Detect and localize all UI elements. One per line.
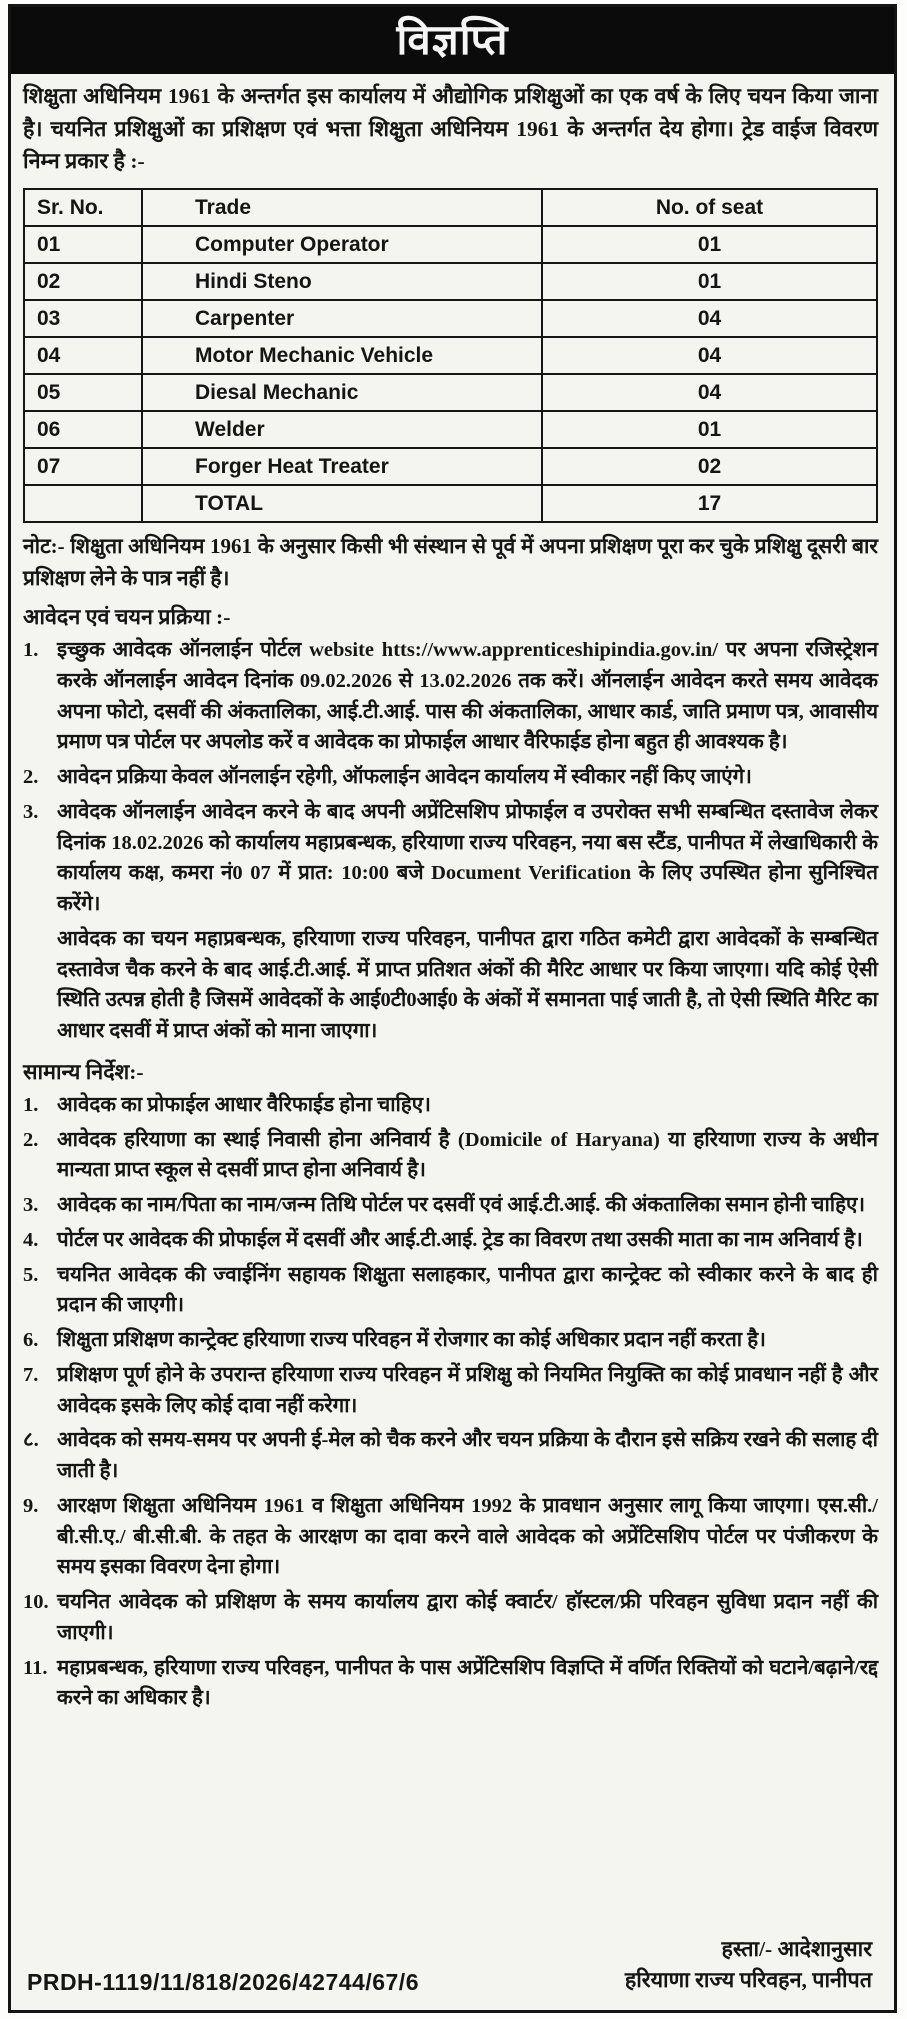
notice-title-banner <box>11 7 894 74</box>
selection-criteria-paragraph: आवेदक का चयन महाप्रबन्धक, हरियाणा राज्य परिवहन, पानीपत द्वारा गठित कमेटी द्वारा आवेदकों के सम्बन्धित दस्तावेज चैक करने के बाद आई.टी.आई. में प्राप्त प्रतिशत अंकों की मैरिट आधार पर किया जाएगा। यदि कोई ऐसी स्थिति उत्पन्न होती है जिसमें आवेदकों के आई0टी0आई0 के अंकों में समानता पाई जाती है, तो ऐसी स्थिति मैरिट का आधार दसवीं में प्राप्त अंकों को माना जाएगा। <box>57 927 878 1043</box>
list-item-number: 1. <box>23 1093 39 1116</box>
list-item <box>23 1225 878 1256</box>
page-title: विज्ञप्ति <box>396 18 509 64</box>
cell-sr-no: 06 <box>24 411 142 448</box>
cell-seats: 02 <box>542 448 877 485</box>
cell-sr-no: 01 <box>24 226 142 263</box>
cell-trade: Welder <box>142 411 542 448</box>
list-item-number: 3. <box>23 1194 39 1217</box>
list-item <box>23 635 878 758</box>
list-item <box>23 1090 878 1121</box>
list-item-text: पोर्टल पर आवेदक की प्रोफाईल में दसवीं और आई.टी.आई. ट्रेड का विवरण तथा उसकी माता का नाम अनिवार्य है। <box>57 1228 863 1251</box>
trade-seats-table <box>23 188 878 523</box>
list-item-number: 7. <box>23 1363 39 1386</box>
general-section-heading: सामान्य निर्देश:- <box>23 1059 144 1084</box>
list-item-number: 1. <box>23 639 39 662</box>
cell-seats: 04 <box>542 337 877 374</box>
cell-empty <box>24 485 142 522</box>
list-item-text: चयनित आवेदक को प्रशिक्षण के समय कार्यालय द्वारा कोई क्वार्टर/ हॉस्टल/फ्री परिवहन सुविधा प्रदान नहीं की जाएगी। <box>57 1591 878 1644</box>
table-header-row <box>24 189 877 226</box>
list-item <box>23 1260 878 1322</box>
table-row <box>24 263 877 300</box>
list-item-text: आवेदक ऑनलाईन आवेदन करने के बाद अपनी अप्रेंटिसशिप प्रोफाईल व उपरोक्त सभी सम्बन्धित दस्तावेज लेकर दिनांक 18.02.2026 को कार्यालय महाप्रबन्धक, हरियाणा राज्य परिवहन, नया बस स्टैंड, पानीपत में लेखाधिकारी के कार्यालय कक्ष, कमरा नं0 07 में प्रात: 10:00 बजे Document Verification के लिए उपस्थित होना सुनिश्चित करेंगे। <box>57 800 878 916</box>
cell-trade: Diesal Mechanic <box>142 374 542 411</box>
list-item <box>23 1491 878 1583</box>
cell-trade: Computer Operator <box>142 226 542 263</box>
application-steps-list <box>23 635 878 1051</box>
list-item-number: 10. <box>23 1591 49 1614</box>
cell-trade: Hindi Steno <box>142 263 542 300</box>
general-instructions-list <box>23 1090 878 1718</box>
intro-paragraph: शिक्षुता अधिनियम 1961 के अन्तर्गत इस कार्यालय में औद्योगिक प्रशिक्षुओं का एक वर्ष के लिए चयन किया जाना है। चयनित प्रशिक्षुओं का प्रशिक्षण एवं भत्ता शिक्षुता अधिनियम 1961 के अन्तर्गत देय होगा। ट्रेड वाईज विवरण निम्न प्रकार है :- <box>23 84 878 174</box>
list-item-text: आवेदक को समय-समय पर अपनी ई-मेल को चैक करने और चयन प्रक्रिया के दौरान इसे सक्रिय रखने की सलाह दी जाती है। <box>57 1429 878 1483</box>
list-item-number: 3. <box>23 800 39 823</box>
list-item <box>23 1190 878 1221</box>
cell-trade: Carpenter <box>142 300 542 337</box>
table-row <box>24 374 877 411</box>
list-item-number: ८. <box>23 1429 39 1452</box>
list-item <box>23 1587 878 1649</box>
table-row <box>24 411 877 448</box>
cell-seats: 01 <box>542 263 877 300</box>
reference-number: PRDH-1119/11/818/2026/42744/67/6 <box>27 1969 419 1995</box>
list-item-number: 2. <box>23 1128 39 1151</box>
list-item-text: आवेदक हरियाणा का स्थाई निवासी होना अनिवार्य है (Domicile of Haryana) या हरियाणा राज्य के अधीन मान्यता प्राप्त स्कूल से दसवीं प्राप्त होना अनिवार्य है। <box>57 1128 878 1182</box>
list-item-text: आवेदन प्रक्रिया केवल ऑनलाईन रहेगी, ऑफलाईन आवेदन कार्यालय में स्वीकार नहीं किए जाएंगे। <box>57 766 752 789</box>
list-item <box>23 1125 878 1187</box>
list-item-number: 11. <box>23 1656 48 1679</box>
list-item-text: आवेदक का प्रोफाईल आधार वैरिफाईड होना चाहिए। <box>57 1093 431 1116</box>
table-row <box>24 448 877 485</box>
list-item <box>23 1325 878 1356</box>
signature-block <box>625 1934 872 1996</box>
cell-trade: Forger Heat Treater <box>142 448 542 485</box>
list-item-number: 2. <box>23 766 39 789</box>
total-label: TOTAL <box>142 485 542 522</box>
signature-line-2: हरियाणा राज्य परिवहन, पानीपत <box>624 1967 872 1992</box>
cell-seats: 01 <box>542 226 877 263</box>
cell-trade: Motor Mechanic Vehicle <box>142 337 542 374</box>
list-item <box>23 1425 878 1487</box>
cell-sr-no: 07 <box>24 448 142 485</box>
table-row <box>24 226 877 263</box>
col-header-trade: Trade <box>142 189 542 226</box>
cell-sr-no: 03 <box>24 300 142 337</box>
cell-seats: 01 <box>542 411 877 448</box>
cell-seats: 04 <box>542 300 877 337</box>
list-item <box>23 1653 878 1715</box>
notice-body <box>11 74 894 2010</box>
list-item-number: 6. <box>23 1329 39 1352</box>
list-item-number: 9. <box>23 1494 39 1517</box>
list-item-text: महाप्रबन्धक, हरियाणा राज्य परिवहन, पानीपत के पास अप्रेंटिसशिप विज्ञप्ति में वर्णित रिक्तियों को घटाने/बढ़ाने/रद्द करने का अधिकार है। <box>57 1656 878 1710</box>
list-item-number: 4. <box>23 1228 39 1251</box>
cell-sr-no: 02 <box>24 263 142 300</box>
cell-sr-no: 04 <box>24 337 142 374</box>
col-header-sr-no: Sr. No. <box>24 189 142 226</box>
cell-sr-no: 05 <box>24 374 142 411</box>
list-item <box>23 1360 878 1422</box>
notice-document <box>8 4 897 2013</box>
list-item-text: शिक्षुता प्रशिक्षण कान्ट्रेक्ट हरियाणा राज्य परिवहन में रोजगार का कोई अधिकार प्रदान नहीं करता है। <box>57 1329 766 1352</box>
list-item-text: आरक्षण शिक्षुता अधिनियम 1961 व शिक्षुता अधिनियम 1992 के प्रावधान अनुसार लागू किया जाएगा। एस.सी./ बी.सी.ए./ बी.सी.बी. के तहत के आरक्षण का दावा करने वाले आवेदक को अप्रेंटिसशिप पोर्टल पर पंजीकरण के समय इसका विवरण देना होगा। <box>57 1494 878 1579</box>
list-item-text: चयनित आवेदक की ज्वाईनिंग सहायक शिक्षुता सलाहकार, पानीपत द्वारा कान्ट्रेक्ट को स्वीकार करने के बाद ही प्रदान की जाएगी। <box>57 1263 878 1317</box>
notice-footer <box>23 1930 878 2006</box>
total-value: 17 <box>542 485 877 522</box>
table-total-row <box>24 485 877 522</box>
list-item <box>23 762 878 793</box>
list-item-text: प्रशिक्षण पूर्ण होने के उपरान्त हरियाणा राज्य परिवहन में प्रशिक्षु को नियमित नियुक्ति का कोई प्रावधान नहीं है और आवेदक इसके लिए कोई दावा नहीं करेगा। <box>57 1363 878 1417</box>
note-paragraph: नोट:- शिक्षुता अधिनियम 1961 के अनुसार किसी भी संस्थान से पूर्व में अपना प्रशिक्षण पूरा कर चुके प्रशिक्षु दूसरी बार प्रशिक्षण लेने के पात्र नहीं है। <box>23 534 878 590</box>
list-item <box>23 797 878 920</box>
list-item-text: इच्छुक आवेदक ऑनलाईन पोर्टल website htts://www.apprenticeshipindia.gov.in/ पर अपना रजिस्ट्रेशन करके ऑनलाईन आवेदन दिनांक 09.02.2026 से 13.02.2026 तक करें। ऑनलाईन आवेदन करते समय आवेदक अपना फोटो, दसवीं की अंकतालिका, आई.टी.आई. पास की अंकतालिका, आधार कार्ड, जाति प्रमाण पत्र, आवासीय प्रमाण पत्र पोर्टल पर अपलोड करें व आवेदक का प्रोफाईल आधार वैरिफाईड होना बहुत ही आवश्यक है। <box>57 639 878 754</box>
table-row <box>24 337 877 374</box>
col-header-seats: No. of seat <box>542 189 877 226</box>
cell-seats: 04 <box>542 374 877 411</box>
application-section-heading: आवेदन एवं चयन प्रक्रिया :- <box>23 605 231 630</box>
list-item-number: 5. <box>23 1263 39 1286</box>
list-item-text: आवेदक का नाम/पिता का नाम/जन्म तिथि पोर्टल पर दसवीं एवं आई.टी.आई. की अंकतालिका समान होनी चाहिए। <box>57 1194 866 1217</box>
table-row <box>24 300 877 337</box>
signature-line-1: हस्ता/- आदेशानुसार <box>721 1936 872 1961</box>
